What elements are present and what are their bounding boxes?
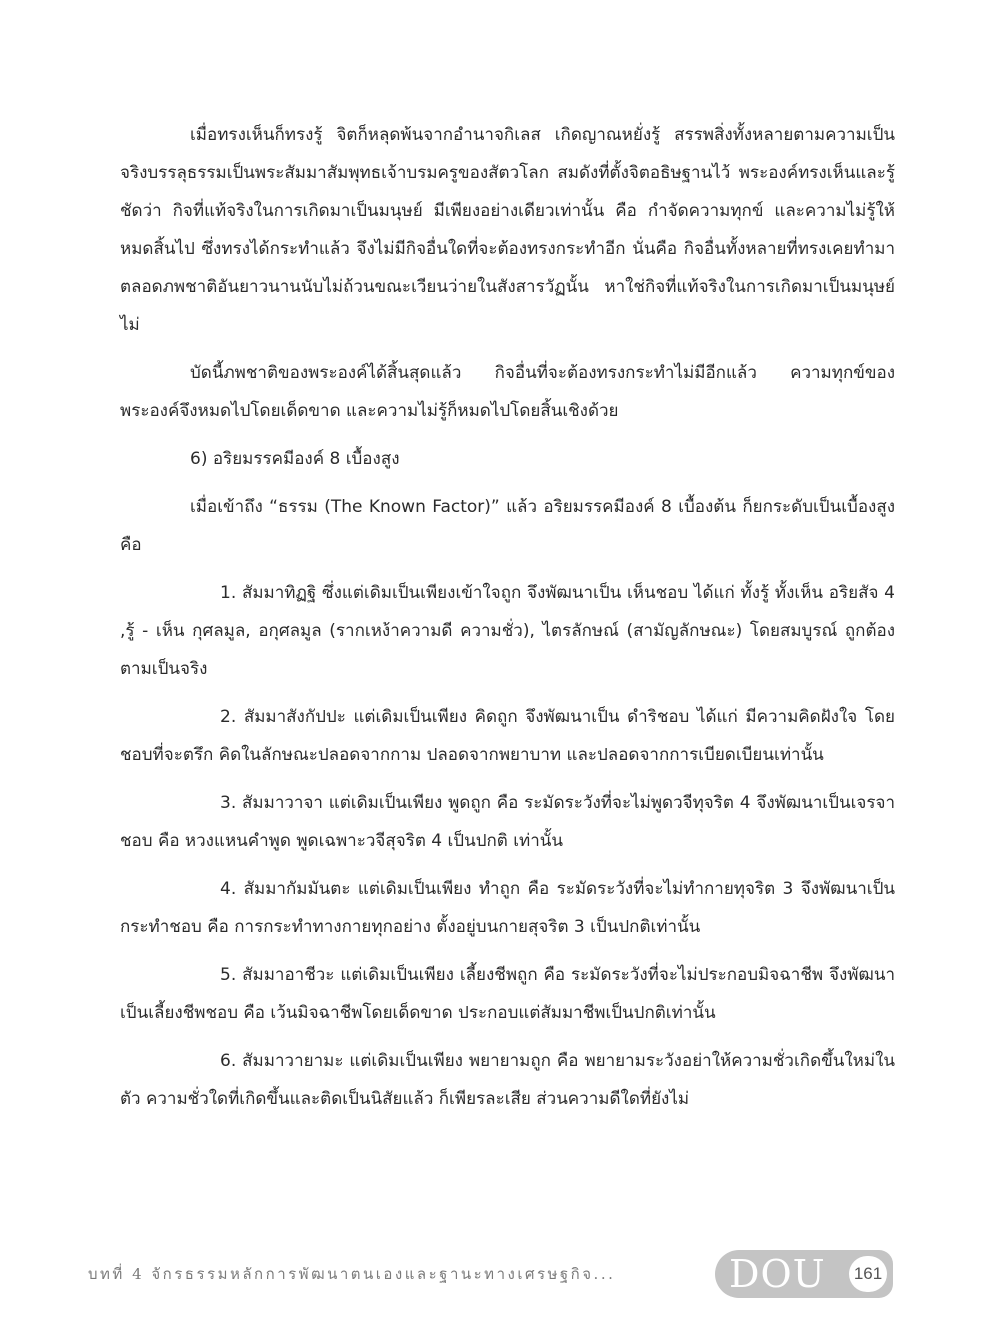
list-item-right-effort: 6. สัมมาวายามะ แต่เดิมเป็นเพียง พยายามถูก คือ พยายามระวังอย่าให้ความชั่วเกิดขึ้นใหม่ในตัว ความชั่วใดที่เกิดขึ้นและติดเป็นนิสัยแล้ว ก็เพียรละเสีย ส่วนความดีใดที่ยังไม่	[120, 1051, 895, 1109]
paragraph-intro-higher-path: เมื่อเข้าถึง “ธรรม (The Known Factor)” แล้ว อริยมรรคมีองค์ 8 เบื้องต้น ก็ยกระดับเป็นเบื้องสูง คือ	[120, 497, 895, 555]
footer-chapter-title: บทที่ 4 จักรธรรมหลักการพัฒนาตนเองและฐานะทางเศรษฐกิจ...	[88, 1265, 616, 1283]
list-item-right-intention: 2. สัมมาสังกัปปะ แต่เดิมเป็นเพียง คิดถูก จึงพัฒนาเป็น ดำริชอบ ได้แก่ มีความคิดฝังใจ โดยชอบที่จะตรึก คิดในลักษณะปลอดจากกาม ปลอดจากพยาบาท และปลอดจากการเบียดเบียนเท่านั้น	[120, 707, 895, 765]
list-item-right-speech: 3. สัมมาวาจา แต่เดิมเป็นเพียง พูดถูก คือ ระมัดระวังที่จะไม่พูดวจีทุจริต 4 จึงพัฒนาเป็นเจรจาชอบ คือ หวงแหนคำพูด พูดเฉพาะวจีสุจริต 4 เป็นปกติ เท่านั้น	[120, 793, 895, 851]
page-number: 161	[849, 1256, 887, 1292]
footer-badge	[715, 1250, 893, 1298]
section-heading-noble-path-higher: 6) อริยมรรคมีองค์ 8 เบื้องสูง	[190, 449, 400, 469]
list-item-right-action: 4. สัมมากัมมันตะ แต่เดิมเป็นเพียง ทำถูก คือ ระมัดระวังที่จะไม่ทำกายทุจริต 3 จึงพัฒนาเป็น กระทำชอบ คือ การกระทำทางกายทุกอย่าง ตั้งอยู่บนกายสุจริต 3 เป็นปกติเท่านั้น	[120, 879, 895, 937]
paragraph-enlightenment: เมื่อทรงเห็นก็ทรงรู้ จิตก็หลุดพ้นจากอำนาจกิเลส เกิดญาณหยั่งรู้ สรรพสิ่งทั้งหลายตามความเป็นจริงบรรลุธรรมเป็นพระสัมมาสัมพุทธเจ้าบรมครูของสัตวโลก สมดังที่ตั้งจิตอธิษฐานไว้ พระองค์ทรงเห็นและรู้ชัดว่า กิจที่แท้จริงในการเกิดมาเป็นมนุษย์ มีเพียงอย่างเดียวเท่านั้น คือ กำจัดความทุกข์ และความไม่รู้ให้หมดสิ้นไป ซึ่งทรงได้กระทำแล้ว จึงไม่มีกิจอื่นใดที่จะต้องทรงกระทำอีก นั่นคือ กิจอื่นทั้งหลายที่ทรงเคยทำมาตลอดภพชาติอันยาวนานนับไม่ถ้วนขณะเวียนว่ายในสังสารวัฏนั้น หาใช่กิจที่แท้จริงในการเกิดมาเป็นมนุษย์ไม่	[120, 125, 895, 335]
paragraph-end-of-rebirth: บัดนี้ภพชาติของพระองค์ได้สิ้นสุดแล้ว กิจอื่นที่จะต้องทรงกระทำไม่มีอีกแล้ว ความทุกข์ของพระองค์จึงหมดไปโดยเด็ดขาด และความไม่รู้ก็หมดไปโดยสิ้นเชิงด้วย	[120, 363, 895, 421]
page-footer	[88, 1250, 893, 1298]
list-item-right-livelihood: 5. สัมมาอาชีวะ แต่เดิมเป็นเพียง เลี้ยงชีพถูก คือ ระมัดระวังที่จะไม่ประกอบมิจฉาชีพ จึงพัฒนาเป็นเลี้ยงชีพชอบ คือ เว้นมิจฉาชีพโดยเด็ดขาด ประกอบแต่สัมมาชีพเป็นปกติเท่านั้น	[120, 965, 895, 1023]
list-item-right-view: 1. สัมมาทิฏฐิ ซึ่งแต่เดิมเป็นเพียงเข้าใจถูก จึงพัฒนาเป็น เห็นชอบ ได้แก่ ทั้งรู้ ทั้งเห็น อริยสัจ 4 ,รู้ - เห็น กุศลมูล, อกุศลมูล (รากเหง้าความดี ความชั่ว), ไตรลักษณ์ (สามัญลักษณะ) โดยสมบูรณ์ ถูกต้องตามเป็นจริง	[120, 583, 895, 679]
dou-logo: DOU	[729, 1252, 826, 1296]
page-body	[120, 116, 895, 1128]
